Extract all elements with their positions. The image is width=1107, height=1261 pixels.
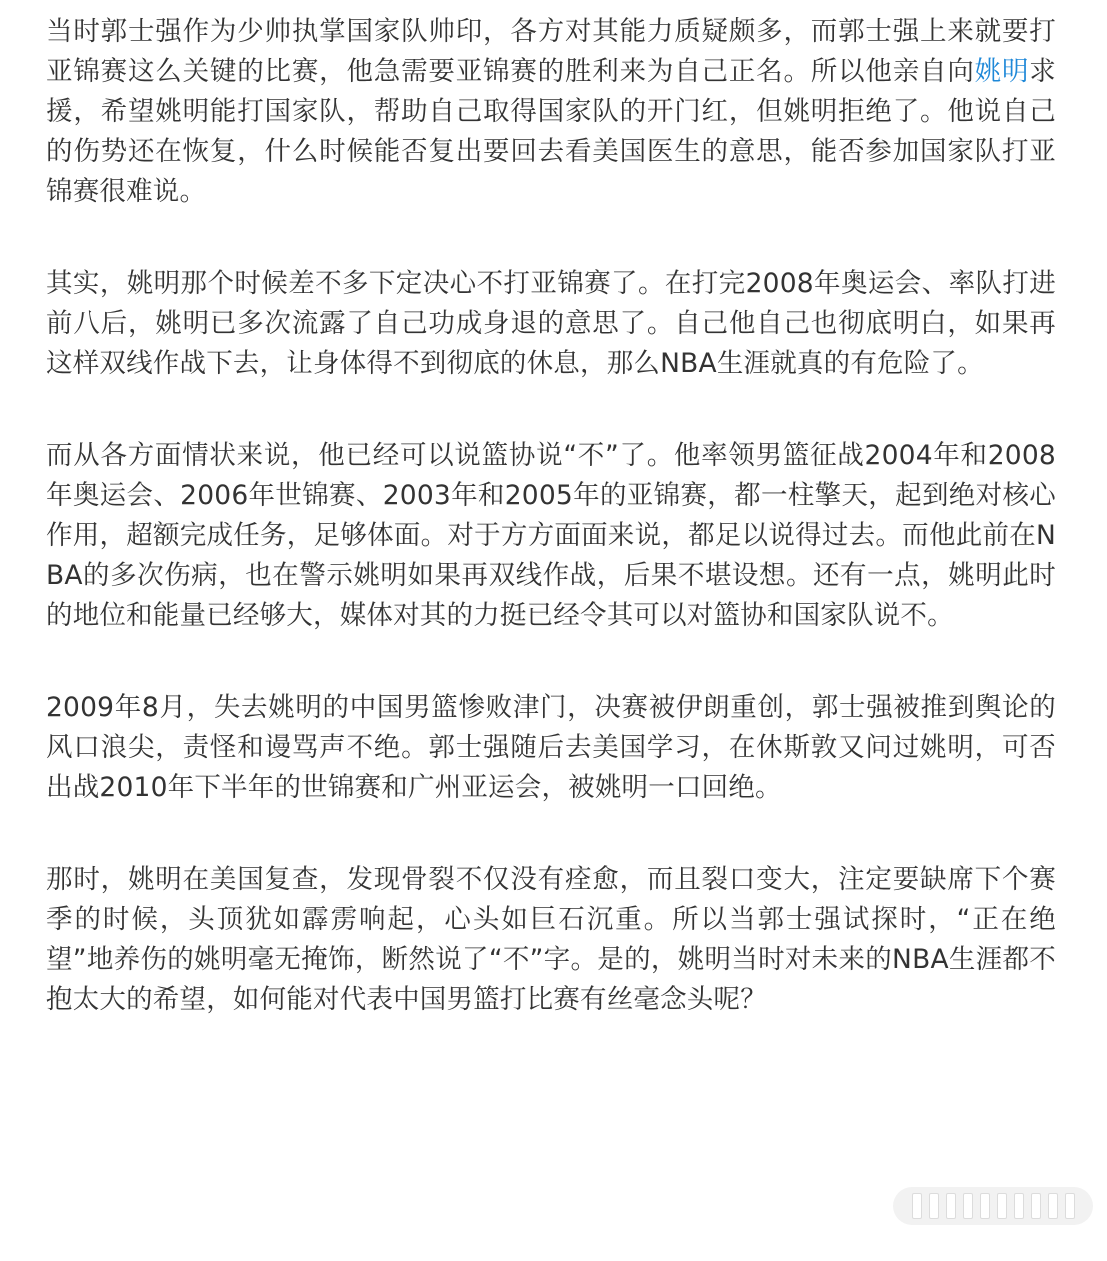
- yao-ming-link[interactable]: 姚明: [974, 56, 1030, 87]
- paragraph-5: 那时，姚明在美国复查，发现骨裂不仅没有痊愈，而且裂口变大，注定要缺席下个赛季的时候，头顶犹如霹雳响起，心头如巨石沉重。所以当郭士强试探时，“正在绝望”地养伤的姚明毫无掩饰，断然说了“不”字。是的，姚明当时对未来的NBA生涯都不抱太大的希望，如何能对代表中国男篮打比赛有丝毫念头呢？: [46, 864, 1056, 1015]
- paragraph-1-text-before: 当时郭士强作为少帅执掌国家队帅印，各方对其能力质疑颇多，而郭士强上来就要打亚锦赛这么关键的比赛，他急需要亚锦赛的胜利来为自己正名。所以他亲自向: [46, 16, 1056, 87]
- paragraph-3: 而从各方面情状来说，他已经可以说篮协说“不”了。他率领男篮征战2004年和2008年奥运会、2006年世锦赛、2003年和2005年的亚锦赛，都一柱擎天，起到绝对核心作用，超额完成任务，足够体面。对于方方面面来说，都足以说得过去。而他此前在NBA的多次伤病，也在警示姚明如果再双线作战，后果不堪设想。还有一点，姚明此时的地位和能量已经够大，媒体对其的力挺已经令其可以对篮协和国家队说不。: [46, 440, 1056, 631]
- image-strip-bar: [1031, 1193, 1041, 1219]
- image-strip-bar: [946, 1193, 956, 1219]
- image-strip-bar: [1014, 1193, 1024, 1219]
- image-strip-bar: [1065, 1193, 1075, 1219]
- paragraph-1: [46, 12, 1056, 212]
- image-strip-bar: [1048, 1193, 1058, 1219]
- image-strip-icon[interactable]: [893, 1187, 1093, 1225]
- image-strip-bar: [963, 1193, 973, 1219]
- article-body: [46, 12, 1056, 1020]
- image-strip-bar: [912, 1193, 922, 1219]
- image-strip-bar: [929, 1193, 939, 1219]
- image-strip-bar: [980, 1193, 990, 1219]
- paragraph-4: 2009年8月，失去姚明的中国男篮惨败津门，决赛被伊朗重创，郭士强被推到舆论的风口浪尖，责怪和谩骂声不绝。郭士强随后去美国学习，在休斯敦又问过姚明，可否出战2010年下半年的世锦赛和广州亚运会，被姚明一口回绝。: [46, 692, 1056, 803]
- paragraph-1-text-after: 求援，希望姚明能打国家队，帮助自己取得国家队的开门红，但姚明拒绝了。他说自己的伤势还在恢复，什么时候能否复出要回去看美国医生的意思，能否参加国家队打亚锦赛很难说。: [46, 56, 1056, 207]
- paragraph-2: 其实，姚明那个时候差不多下定决心不打亚锦赛了。在打完2008年奥运会、率队打进前八后，姚明已多次流露了自己功成身退的意思了。自己他自己也彻底明白，如果再这样双线作战下去，让身体得不到彻底的休息，那么NBA生涯就真的有危险了。: [46, 268, 1056, 379]
- image-strip-bar: [997, 1193, 1007, 1219]
